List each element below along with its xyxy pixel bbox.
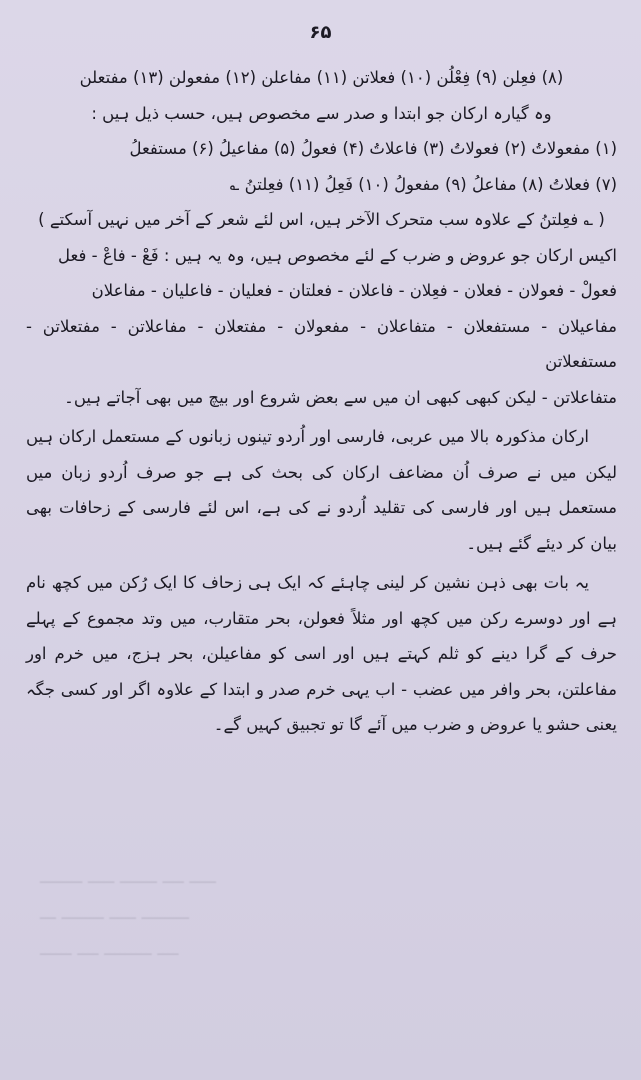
paragraph-zihaf: یہ بات بھی ذہن نشین کر لینی چاہئے کہ ایک ہی زحاف کا ایک رُکن میں کچھ نام ہے اور دوسرے رکن میں کچھ اور مثلاً فعولن، بحر متقارب، میں وتد مجموع کے پہلے حرف کے گرا دینے کو ثلم کہتے ہیں اور اسی کو مفاعیلن، بحر ہزج، میں خرم اور مفاعلتن، بحر وافر میں عضب - اب یہی خرم صدر و ابتدا کے علاوہ اگر اور کسی جگہ یعنی حشو یا عروض و ضرب میں آئے گا تو تجبیق کہیں گے۔ <box>26 573 617 734</box>
twentyone-rukn-list-2: مفاعیلان - مستفعلان - متفاعلان - مفعولان - مفتعلان - مفاعلاتن - مفتعلاتن - مستفعلاتن <box>26 316 617 371</box>
twentyone-rukn-intro: اکیس ارکان جو عروض و ضرب کے لئے مخصوص ہیں، وہ یہ ہیں : فَعْ - فاعْ - فعل <box>58 245 617 265</box>
page-body <box>26 60 617 743</box>
footnote-line: ( ؎ فعِلتنُ کے علاوہ سب متحرک الآخر ہیں، اس لئے شعر کے آخر میں نہیں آسکتے ) <box>38 210 605 229</box>
bleed-through-text: ــــــــ ـــــ ـــــــ ــــ ـــــ ـــ ــــــــ ـــــ ـــــــــ ــــــ ــــ ـــــــــ ــــ <box>40 867 216 960</box>
twentyone-rukn-list-1: فعولْ - فعولان - فعلان - فعِلان - فاعلان - فعلتان - فعلیان - فاعلیان - مفاعلان <box>91 281 617 300</box>
paragraph-languages: ارکان مذکورہ بالا میں عربی، فارسی اور اُردو تینوں زبانوں کے مستعمل ارکان ہیں لیکن میں نے صرف اُن مضاعف ارکان کی بحث کی ہے جو صرف اُردو زبان میں مستعمل ہیں اور فارسی کی تقلید اُردو نے کی ہے، اس لئے فارسی کے زحافات بھی بیان کر دیئے گئے ہیں۔ <box>26 427 617 553</box>
eleven-rukn-intro: وہ گیارہ ارکان جو ابتدا و صدر سے مخصوص ہیں، حسب ذیل ہیں : <box>91 103 552 123</box>
eleven-rukn-list-2: (۷) فعلاتُ (۸) مفاعلُ (۹) مفعولُ (۱۰) فَعِلُ (۱۱) فعِلتنُ ؎ <box>229 174 617 194</box>
twentyone-rukn-list-3: متفاعلاتن - لیکن کبھی کبھی ان میں سے بعض شروع اور بیچ میں بھی آجاتے ہیں۔ <box>64 387 617 407</box>
eleven-rukn-list-1: (۱) مفعولاتُ (۲) فعولاتُ (۳) فاعلاتُ (۴) فعولُ (۵) مفاعیلُ (۶) مستفعلُ <box>129 139 617 158</box>
meter-list-line: (۸) فعِلن (۹) فِعْلُن (۱۰) فعلاتن (۱۱) مفاعلن (۱۲) مفعولن (۱۳) مفتعلن <box>79 68 564 87</box>
page-number: ۶۵ <box>309 22 332 43</box>
